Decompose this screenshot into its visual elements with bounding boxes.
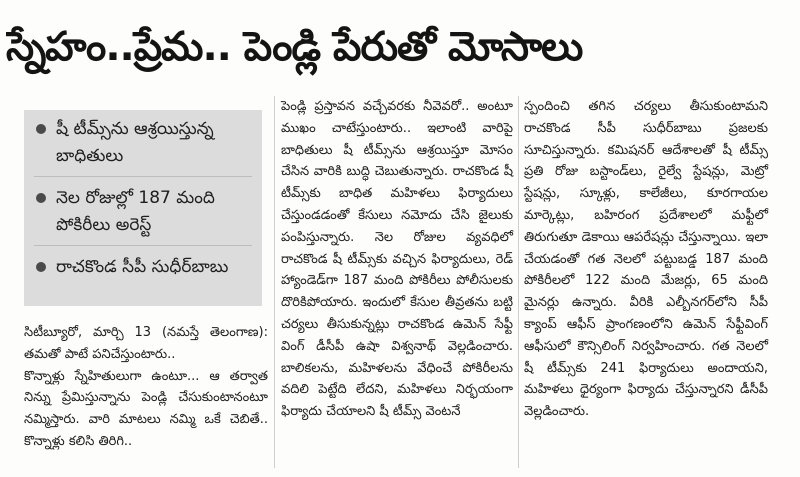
bullet-icon <box>36 193 46 203</box>
headline: స్నేహం..ప్రేమ.. పెండ్లి పేరుతో మోసాలు <box>6 24 583 70</box>
column-3-body: స్పందించి తగిన చర్యలు తీసుకుంటామని రాచకొండ సీపీ సుధీర్‌బాబు ప్రజలకు సూచిస్తున్నారు. కమిషనర్ ఆదేశాలతో షీ టీమ్స్ ప్రతి రోజు బస్టాండ్‌లు, రైల్వే స్టేషన్లు, మెట్రో స్టేషన్లు, స్కూళ్లు, కాలేజీలు, కూరగాయల మార్కెట్లు, బహిరంగ ప్రదేశాలలో మఫ్టీలో తిరుగుతూ డెకాయి ఆపరేషన్లు చేస్తున్నాయి. ఇలా చేయడంతో గత నెలలో పట్టుబడ్డ 187 మంది పోకిరీలలో 122 మంది మేజర్లు, 65 మంది మైనర్లు ఉన్నారు. వీరికి ఎల్బీనగర్‌లోని సీపీ క్యాంప్ ఆఫీస్ ప్రాంగణంలోని ఉమెన్ సేఫ్టీవింగ్ ఆఫీసులో కౌన్సిలింగ్ నిర్వహించారు. గత నెలలో షీ టీమ్స్‌కు 241 ఫిర్యాదులు అందాయని, మహిళలు ధైర్యంగా ఫిర్యాదు చేస్తున్నారని డీసీపీ వెల్లడించారు. <box>524 99 768 420</box>
column-1-body: కొన్నాళ్లు స్నేహితులుగా ఉంటూ... ఆ తర్వాత నిన్ను ప్రేమిస్తున్నాను పెండ్లి చేసుకుంటానంటూ నమ్మిస్తారు. వారి మాటలు నమ్మి ఒకే చెబితే.. కొన్నాళ్లు కలిసి తిరిగి.. <box>24 368 268 449</box>
highlights-box <box>24 110 262 306</box>
column-2-body: పెండ్లి ప్రస్తావన వచ్చేవరకు నీవెవరో.. అంటూ ముఖం చాటేస్తుంటారు.. ఇలాంటి వారిపై బాధితులు షీ టీమ్స్‌ను ఆశ్రయిస్తూ మోసం చేసిన వారికి బుద్ధి చెబుతున్నారు. రాచకొండ షీ టీమ్స్‌కు బాధిత మహిళలు ఫిర్యాదులు చేస్తుండడంతో కేసులు నమోదు చేసి జైలుకు పంపిస్తున్నారు. నెల రోజుల వ్యవధిలో రాచకొండ షీ టీమ్స్‌కు వచ్చిన ఫిర్యాదులు, రెడ్ హ్యాండెడ్‌గా 187 మంది పోకిరీలు పోలీసులకు దొరికిపోయారు. ఇందులో కేసుల తీవ్రతను బట్టి చర్యలు తీసుకున్నట్లు రాచకొండ ఉమెన్ సేఫ్టీ వింగ్ డీసీపీ ఉషా విశ్వనాథ్ వెల్లడించారు. బాలికలను, మహిళలను వేధించే పోకిరీలను వదిలి పెట్టేది లేదని, మహిళలు నిర్భయంగా ఫిర్యాదు చేయాలని షీ టీమ్స్ వెంటనే <box>281 99 513 420</box>
highlight-item <box>34 185 252 246</box>
column-2 <box>281 96 513 423</box>
highlight-text: రాచకొండ సీపీ సుధీర్‌బాబు <box>56 257 229 277</box>
column-divider <box>274 96 275 468</box>
column-1 <box>24 322 268 453</box>
highlight-text: నెల రోజుల్లో 187 మంది పోకిరీలు అరెస్ట్ <box>56 188 215 235</box>
dateline: సిటీబ్యూరో, మార్చి 13 (నమస్తే తెలంగాణ): తమతో పాటే పనిచేస్తుంటారు.. <box>24 325 268 362</box>
highlight-text: షీ టీమ్స్‌ను ఆశ్రయిస్తున్న బాధితులు <box>56 119 214 166</box>
highlight-item <box>34 116 252 177</box>
highlight-item <box>34 254 252 287</box>
column-3 <box>524 96 768 423</box>
bullet-icon <box>36 262 46 272</box>
bullet-icon <box>36 124 46 134</box>
column-divider <box>518 96 519 468</box>
